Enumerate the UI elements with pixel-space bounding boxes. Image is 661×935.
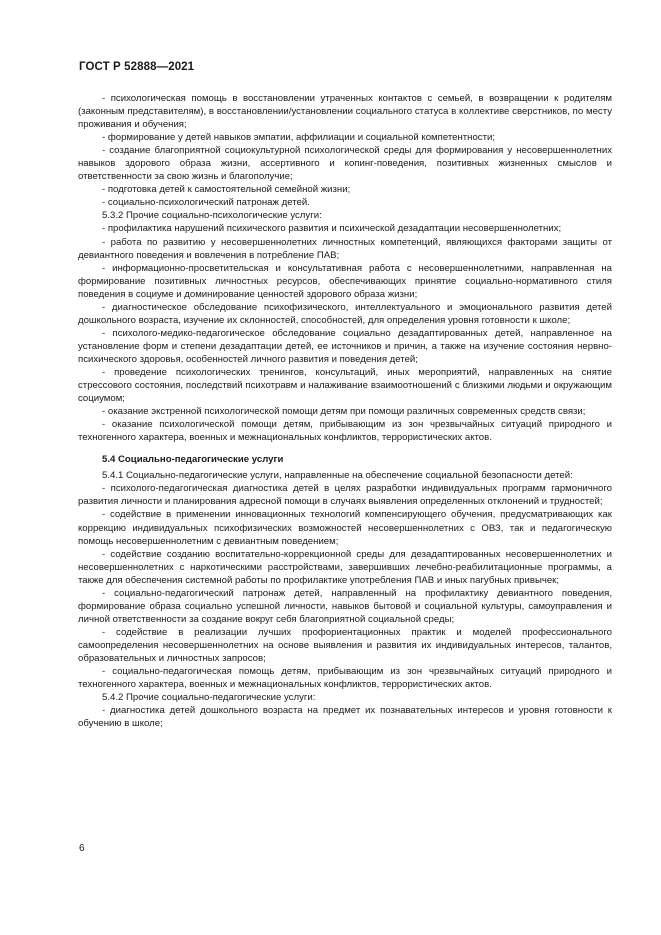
paragraph: - профилактика нарушений психического развития и психической дезадаптации несовершеннолетних;	[102, 223, 562, 235]
paragraph: - диагностика детей дошкольного возраста на предмет их познавательных интересов и уровня готовности к обучению в школе;	[78, 705, 612, 730]
paragraph: 5.4.1 Социально-педагогические услуги, направленные на обеспечение социальной безопасности детей:	[102, 470, 573, 482]
paragraph: - содействие созданию воспитательно-коррекционной среды для дезадаптированных несовершеннолетних и несовершеннолетних с наркотическими расстройствами, завершивших лечебно-реабилитационные программы, а также для обеспечения системной работы по профилактике употребления ПАВ и иных пагубных привычек;	[78, 548, 612, 586]
paragraph: - диагностическое обследование психофизического, интеллектуального и эмоционального развития детей дошкольного возраста, изучение их склонностей, способностей, для определения уровня готовности к школе;	[78, 301, 612, 326]
paragraph: - социально-педагогическая помощь детям, прибывающим из зон чрезвычайных ситуаций природного и техногенного характера, военных и межнациональных конфликтов, террористических актов.	[78, 666, 612, 691]
paragraph: - создание благоприятной социокультурной психологической среды для формирования у несовершеннолетних навыков здорового образа жизни, ассертивного и копинг-поведения, позитивных жизненных смыслов и ответственности за свою жизнь и благополучие;	[78, 145, 612, 183]
paragraph: - информационно-просветительская и консультативная работа с несовершеннолетними, направленная на формирование позитивных личностных ресурсов, обеспечивающих принятие социально-нормативного стиля поведения в социуме и доминирование ценностей здорового образа жизни;	[78, 262, 612, 300]
paragraph: - оказание психологической помощи детям, прибывающим из зон чрезвычайных ситуаций природного и техногенного характера, военных и межнациональных конфликтов, террористических актов.	[78, 419, 612, 444]
section-heading: 5.4 Социально-педагогические услуги	[102, 454, 284, 466]
paragraph: 5.4.2 Прочие социально-педагогические услуги:	[102, 692, 316, 704]
paragraph: - психолого-медико-педагогическое обследование социально дезадаптированных детей, направленное на установление форм и степени дезадаптации детей, ее источников и причин, а также на изучение состояния нервно-психического здоровья, особенностей личного развития и поведения детей;	[78, 327, 612, 365]
paragraph: - работа по развитию у несовершеннолетних личностных компетенций, являющихся факторами защиты от девиантного поведения и вовлечения в потребление ПАВ;	[78, 236, 612, 261]
document-header: ГОСТ Р 52888—2021	[79, 61, 195, 73]
paragraph: - формирование у детей навыков эмпатии, аффилиации и социальной компетентности;	[102, 132, 496, 144]
paragraph: 5.3.2 Прочие социально-психологические услуги:	[102, 210, 322, 222]
paragraph: - социально-педагогический патронаж детей, направленный на профилактику девиантного поведения, формирование образа социально успешной личности, навыков бытовой и социальной культуры, самоуправления и личной ответственности за создание вокруг себя благоприятной социальной среды;	[78, 587, 612, 625]
paragraph: - социально-психологический патронаж детей.	[102, 197, 310, 209]
paragraph: - содействие в реализации лучших профориентационных практик и моделей профессионального самоопределения несовершеннолетних на основе выявления и развития их индивидуальных интересов, талантов, образовательных и личностных запросов;	[78, 626, 612, 664]
paragraph: - оказание экстренной психологической помощи детям при помощи различных современных средств связи;	[102, 406, 586, 418]
paragraph: - содействие в применении инновационных технологий компенсирующего обучения, предусматривающих как коррекцию индивидуальных психофизических возможностей несовершеннолетних с ОВЗ, так и педагогическую помощь несовершеннолетним с девиантным поведением;	[78, 509, 612, 547]
paragraph: - подготовка детей к самостоятельной семейной жизни;	[102, 184, 351, 196]
paragraph: - психолого-педагогическая диагностика детей в целях разработки индивидуальных программ гармоничного развития личности и планирования адресной помощи в случаях выявления определенных отклонений и трудностей;	[78, 483, 612, 508]
paragraph: - проведение психологических тренингов, консультаций, иных мероприятий, направленных на снятие стрессового состояния, последствий психотравм и налаживание взаимоотношений с близкими людьми и окружающим социумом;	[78, 366, 612, 405]
document-body	[78, 92, 612, 730]
page-number: 6	[79, 843, 85, 854]
paragraph: - психологическая помощь в восстановлении утраченных контактов с семьей, в возвращении к родителям (законным представителям), в восстановлении/установлении социального статуса в коллективе сверстников, по месту проживания и обучения;	[78, 93, 612, 131]
